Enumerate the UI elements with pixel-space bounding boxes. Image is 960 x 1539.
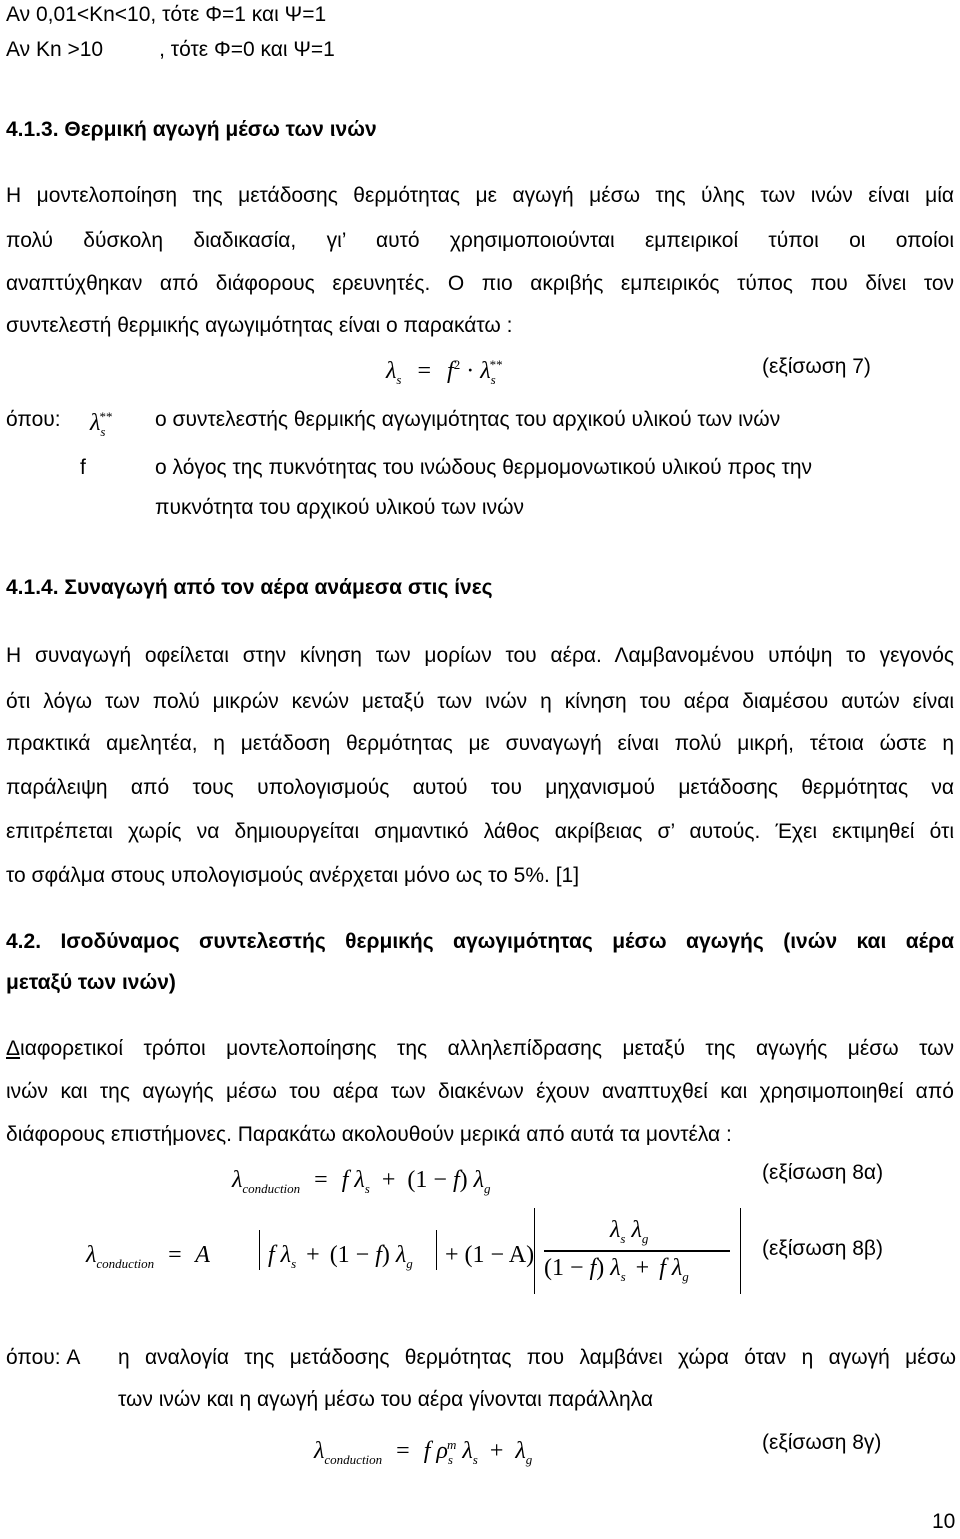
fraction-numerator: $\lambda_s$ $\lambda_g$ (610, 1217, 649, 1246)
definition-a-cont: των ινών και η αγωγή μέσω του αέρα γίνονται παράλληλα (118, 1388, 654, 1411)
equation-8b-bracket-content: f $\lambda_s + (1 - f)$ $\lambda_g$ (268, 1242, 413, 1271)
paragraph-line: ότι λόγω των πολύ μικρών κενών μεταξύ των ινών η κίνηση του αέρα διαμέσου αυτών είναι (6, 690, 954, 713)
paragraph-line: διάφορους επιστήμονες. Παρακάτω ακολουθούν μερικά από αυτά τα μοντέλα : (6, 1123, 732, 1146)
paragraph-line: συντελεστή θερμικής αγωγιμότητας είναι ο παρακάτω : (6, 314, 513, 337)
paragraph-line: πολύ δύσκολη διαδικασία, γι’ αυτό χρησιμοποιούνται εμπειρικοί τύποι οι οποίοι (6, 229, 954, 252)
definition-f: ο λόγος της πυκνότητας του ινώδους θερμομονωτικού υλικού προς την (155, 456, 813, 479)
heading-4-1-4: 4.1.4. Συναγωγή από τον αέρα ανάμεσα στις ίνες (6, 576, 493, 599)
where-a-label: όπου: A (6, 1346, 81, 1369)
definition-lambda: ο συντελεστής θερμικής αγωγιμότητας του αρχικού υλικού των ινών (155, 408, 781, 431)
paragraph-line: Η μοντελοποίηση της μετάδοσης θερμότητας με αγωγή μέσω της ύλης των ινών είναι μία (6, 184, 954, 207)
fraction-line (544, 1250, 730, 1252)
equation-8b-left: $\lambda_{conduction} = A$ (86, 1242, 210, 1271)
paragraph-line: ινών και της αγωγής μέσω του αέρα των διακένων έχουν αναπτυχθεί και χρησιμοποιηθεί από (6, 1080, 954, 1103)
line-kn-range: Αν 0,01<Kn<10, τότε Φ=1 και Ψ=1 (6, 3, 327, 26)
definition-a: η αναλογία της μετάδοσης θερμότητας που λαμβάνει χώρα όταν η αγωγή μέσω (118, 1346, 956, 1369)
heading-4-1-3: 4.1.3. Θερμική αγωγή μέσω των ινών (6, 118, 377, 141)
paragraph-line: αναπτύχθηκαν από διάφορους ερευνητές. Ο πιο ακριβής εμπειρικός τύπος που δίνει τον (6, 272, 954, 295)
lambda-s-star-symbol: $\lambda_s^{**}$ (90, 409, 113, 439)
definition-f-cont: πυκνότητα του αρχικού υλικού των ινών (155, 496, 524, 519)
f-symbol: f (80, 456, 86, 479)
line-kn-greater: Αν Kn >10 , τότε Φ=0 και Ψ=1 (6, 38, 335, 61)
equation-8c: $\lambda_{conduction} = f$ $\rho_s^m$ $\lambda_s + \lambda_g$ (314, 1437, 533, 1467)
paragraph-line: επιτρέπεται χωρίς να δημιουργείται σημαντικό λάθος ακρίβειας σ’ αυτούς. Έχει εκτιμηθεί ότι (6, 820, 954, 843)
paragraph-line: πρακτικά αμελητέα, η μετάδοση θερμότητας με συναγωγή είναι πολύ μικρή, τέτοια ώστε η (6, 732, 954, 755)
paragraph-line: Η συναγωγή οφείλεται στην κίνηση των μορίων του αέρα. Λαμβανομένου υπόψη το γεγονός (6, 644, 954, 667)
equation-8b-label: (εξίσωση 8β) (762, 1237, 884, 1260)
heading-4-2-cont: μεταξύ των ινών) (6, 971, 176, 994)
equation-8c-label: (εξίσωση 8γ) (762, 1431, 882, 1454)
equation-7-label: (εξίσωση 7) (762, 355, 871, 378)
where-label: όπου: (6, 408, 61, 431)
equation-8a-label: (εξίσωση 8α) (762, 1161, 884, 1184)
heading-4-2: 4.2. Ισοδύναμος συντελεστής θερμικής αγωγιμότητας μέσω αγωγής (ινών και αέρα (6, 930, 954, 953)
page-number: 10 (932, 1510, 956, 1533)
equation-8b-middle: + (1 − A) (445, 1242, 535, 1268)
equation-7: $\lambda_s = f^2 \cdot \lambda_s^{**}$ (386, 357, 503, 387)
equation-8a: $\lambda_{conduction} = f$ $\lambda_s + (1 - f)$ $\lambda_g$ (232, 1167, 491, 1196)
paragraph-line: παράλειψη από τους υπολογισμούς αυτού του μηχανισμού μετάδοσης θερμότητας να (6, 776, 954, 799)
paragraph-line: Διαφορετικοί τρόποι μοντελοποίησης της αλληλεπίδρασης μεταξύ της αγωγής μέσω των (6, 1037, 954, 1060)
paragraph-line: το σφάλμα στους υπολογισμούς ανέρχεται μόνο ως το 5%. [1] (6, 864, 580, 887)
fraction-denominator: (1 − f) $\lambda_s + f$ $\lambda_g$ (544, 1255, 689, 1284)
